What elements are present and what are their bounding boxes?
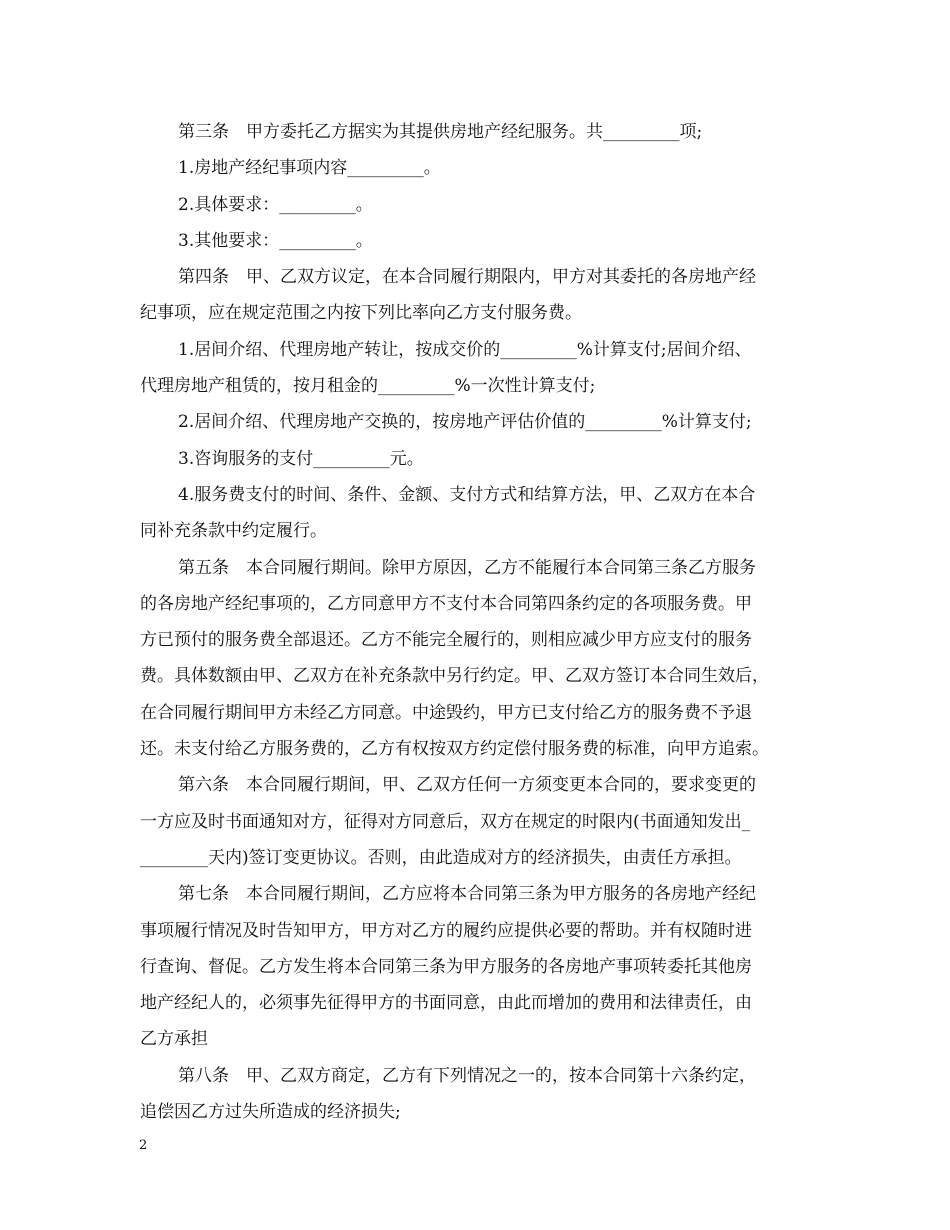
text-line: 1.居间介绍、代理房地产转让，按成交价的_________%计算支付;居间介绍、 bbox=[178, 339, 752, 360]
text-line: 乙方承担 bbox=[140, 1029, 208, 1050]
text-line: 地产经纪人的，必须事先征得甲方的书面同意，由此而增加的费用和法律责任，由 bbox=[140, 993, 752, 1014]
text-line: 同补充条款中约定履行。 bbox=[140, 521, 327, 542]
text-line: 3.其他要求：_________。 bbox=[178, 230, 373, 251]
text-line: 行查询、督促。乙方发生将本合同第三条为甲方服务的各房地产事项转委托其他房 bbox=[140, 956, 752, 977]
text-line: ________天内)签订变更协议。否则，由此造成对方的经济损失，由责任方承担。 bbox=[140, 847, 742, 868]
text-line: 2.具体要求：_________。 bbox=[178, 194, 373, 215]
text-line: 第七条 本合同履行期间，乙方应将本合同第三条为甲方服务的各房地产经纪 bbox=[178, 884, 756, 905]
text-line: 一方应及时书面通知对方，征得对方同意后，双方在规定的时限内(书面通知发出_ bbox=[140, 811, 751, 832]
text-line: 纪事项，应在规定范围之内按下列比率向乙方支付服务费。 bbox=[140, 303, 582, 324]
text-line: 的各房地产经纪事项的，乙方同意甲方不支付本合同第四条约定的各项服务费。甲 bbox=[140, 593, 752, 614]
text-line: 4.服务费支付的时间、条件、金额、支付方式和结算方法，甲、乙双方在本合 bbox=[178, 484, 756, 505]
text-line: 费。具体数额由甲、乙双方在补充条款中另行约定。甲、乙双方签订本合同生效后， bbox=[140, 666, 769, 687]
text-line: 第六条 本合同履行期间，甲、乙双方任何一方须变更本合同的，要求变更的 bbox=[178, 775, 756, 796]
text-line: 代理房地产租赁的，按月租金的_________%一次性计算支付; bbox=[140, 376, 596, 397]
text-line: 还。未支付给乙方服务费的，乙方有权按双方约定偿付服务费的标准，向甲方追索。 bbox=[140, 739, 769, 760]
text-line: 事项履行情况及时告知甲方，甲方对乙方的履约应提供必要的帮助。并有权随时进 bbox=[140, 920, 752, 941]
page-number: 2 bbox=[139, 1138, 148, 1153]
text-line: 1.房地产经纪事项内容_________。 bbox=[178, 158, 441, 179]
text-line: 第三条 甲方委托乙方据实为其提供房地产经纪服务。共_________项; bbox=[178, 122, 703, 142]
document-body bbox=[140, 114, 820, 1130]
text-line: 2.居间介绍、代理房地产交换的，按房地产评估价值的_________%计算支付; bbox=[178, 412, 752, 433]
text-line: 第五条 本合同履行期间。除甲方原因，乙方不能履行本合同第三条乙方服务 bbox=[178, 557, 756, 578]
text-line: 3.咨询服务的支付_________元。 bbox=[178, 448, 424, 469]
text-line: 第八条 甲、乙双方商定，乙方有下列情况之一的，按本合同第十六条约定， bbox=[178, 1065, 756, 1086]
text-line: 第四条 甲、乙双方议定，在本合同履行期限内，甲方对其委托的各房地产经 bbox=[178, 267, 756, 288]
text-line: 追偿因乙方过失所造成的经济损失; bbox=[140, 1102, 401, 1123]
text-line: 方已预付的服务费全部退还。乙方不能完全履行的，则相应减少甲方应支付的服务 bbox=[140, 630, 752, 651]
text-line: 在合同履行期间甲方未经乙方同意。中途毁约，甲方已支付给乙方的服务费不予退 bbox=[140, 702, 752, 723]
